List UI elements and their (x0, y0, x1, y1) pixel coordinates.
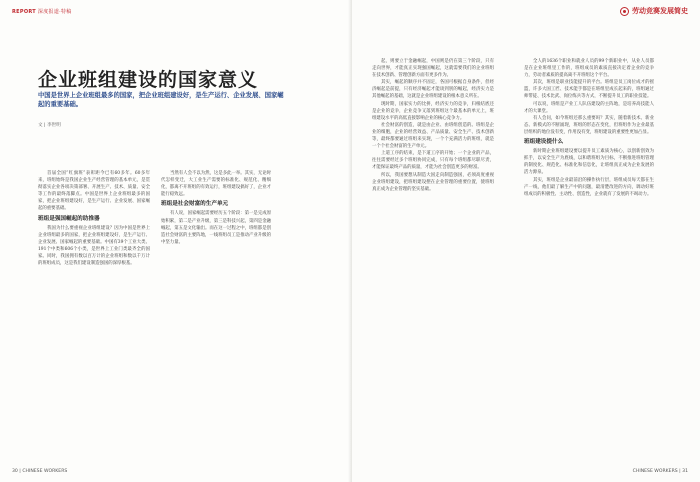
paragraph: 有人会问，如今班组还那么重要吗？其实，随着新技术、新业态、新模式的不断涌现，班组的形态在变化，但班组作为企业最基层组织的地位没有变，作用没有变，班组建设的重要性更加凸显。 (524, 115, 654, 135)
paragraph: 现时期，国家实力的比拼，经济实力的竞争，归根结底还是企业的竞争，企业竞争又落到班组这个最基本的单元上，班组建设水平的高低直接影响企业的核心竞争力。 (372, 101, 494, 121)
paragraph: 当然有人会不以为然，这是多此一举。其实，无论时代怎样变迁，大工业生产需要的标准化、规范化、精细化，都离不开班组的有效运行，班组建设搞好了，企业才能行稳致远。 (161, 171, 271, 198)
subheading: 班组是社会财富的生产单元 (161, 201, 229, 208)
section-label: 深度报道·特稿 (37, 9, 72, 15)
report-label: REPORT (12, 9, 37, 15)
paragraph: 可以说，班组是产业工人队伍建设的主阵地，是培养高技能人才的大课堂。 (524, 101, 654, 114)
column-2 (161, 170, 271, 246)
paragraph: 新时期企业班组建设要以提升员工素质为核心，以创新创效为抓手，以安全生产为底线，以和谐班组为目标，不断推进班组管理的制度化、规范化、标准化和信息化，让班组真正成为企业发展的活力源泉。 (524, 149, 654, 176)
subheading: 班组建设提什么 (524, 139, 564, 146)
right-page (352, 0, 700, 482)
paragraph: 有人说，国家崛起需要经历五个阶段：第一是完成原始积累，第二是产业升级，第三是科技兴起，第四是金融崛起，第五是文化输出。而在这一过程之中，班组都是创造社会财富的主要阵地，一线班组员工是推动产业升级的中坚力量。 (161, 211, 271, 245)
paragraph: 其实，崛起的顺序并不固定，各国可根据自身条件，但经济崛起是前提，只有经济崛起才能谈到别的崛起，经济实力是其他崛起的基础，这就是企业班组建设的根本意义所在。 (372, 80, 494, 100)
paragraph: 首届全国“红旗班”表彰距今已有60多年。60多年来，班组始终是我国企业生产经营管理的基本单元，是贯彻落实企业各项决策部署、开展生产、技术、质量、安全等工作的最终落脚点。中国是世界上企业班组最多的国家，把企业班组建设好，是生产运行、企业发展、国家崛起的重要基础。 (38, 171, 150, 212)
column-1 (38, 170, 150, 267)
column-header (620, 6, 688, 16)
subheading: 班组是强国崛起的助推器 (38, 215, 100, 222)
paragraph: 社会财富的创造，就是由企业、由班组创造的。班组是企业的细胞，企业的经营效益、产品质量、安全生产、技术创新等，最终都要通过班组来实现，一个个充满活力的班组，就是一个个社会财富的生产单元。 (372, 122, 494, 150)
page-number-left: 30 | CHINESE WORKERS (12, 469, 68, 474)
paragraph: 我国为什么要重视企业班组建设？因为中国是世界上企业班组最多的国家，把企业班组建设好，是生产运行、企业发展、国家崛起的重要基础。中国有39个工业大类、191个中类和606个小类，是世界上工业门类最齐全的国家。同时，我国拥有数以百万计的企业班组和数以千万计的班组成员，这是我们建设制造强国的深厚根基。 (38, 225, 150, 267)
paragraph: 全人的1636个职业和就业人员的99个新职业中，从业人员都是在企业班组里工作的，班组成员的素质直接决定着企业的竞争力，劳动者素质的提高离不开班组这个平台。 (524, 59, 654, 79)
column-3 (372, 58, 494, 193)
article-lead: 中国是世界上企业班组最多的国家，把企业班组建设好，是生产运行、企业发展、国家崛起的重要基础。 (38, 92, 284, 108)
section-header (12, 8, 72, 15)
paragraph: 其次，班组是职业技能提升的平台。班组是员工岗位成才的摇篮，许多大国工匠、技术能手都是在班组里成长起来的，班组通过师带徒、技术比武、岗位练兵等方式，不断提升员工的职业技能。 (524, 80, 654, 100)
column-title: 劳动竞赛发展简史 (632, 7, 688, 15)
article-author: 文 | 李世明 (38, 123, 61, 128)
page-number-right: CHINESE WORKERS | 31 (632, 469, 688, 474)
paragraph: 所以，我国要想从制造大国走向制造强国，必须高度重视企业班组建设，把班组建设摆在企业管理的重要位置，使班组真正成为企业管理的坚实基础。 (372, 172, 494, 192)
gear-icon (620, 7, 629, 16)
paragraph: 其实，班组是企业最前沿的操作执行层，班组成员每天都在生产一线，他们最了解生产中的问题，最清楚改进的方向，调动好班组成员的积极性、主动性、创造性，企业就有了发展的不竭动力。 (524, 177, 654, 197)
paragraph: 起，则要立于金融崛起，中国则是仍在第三个阶段，只有走向世界，才能真正实现强国崛起，这就需要我们的企业班组在技术创新、管理创新方面有更多作为。 (372, 59, 494, 79)
paragraph: 上道工序的结束，是下道工序的开始；一个企业的产品，往往需要经过多个班组协同完成，只有每个班组都尽职尽责，才能保证最终产品的质量，才能为社会创造更多的财富。 (372, 151, 494, 171)
column-4 (524, 58, 654, 198)
article-title: 企业班组建设的国家意义 (38, 69, 259, 91)
